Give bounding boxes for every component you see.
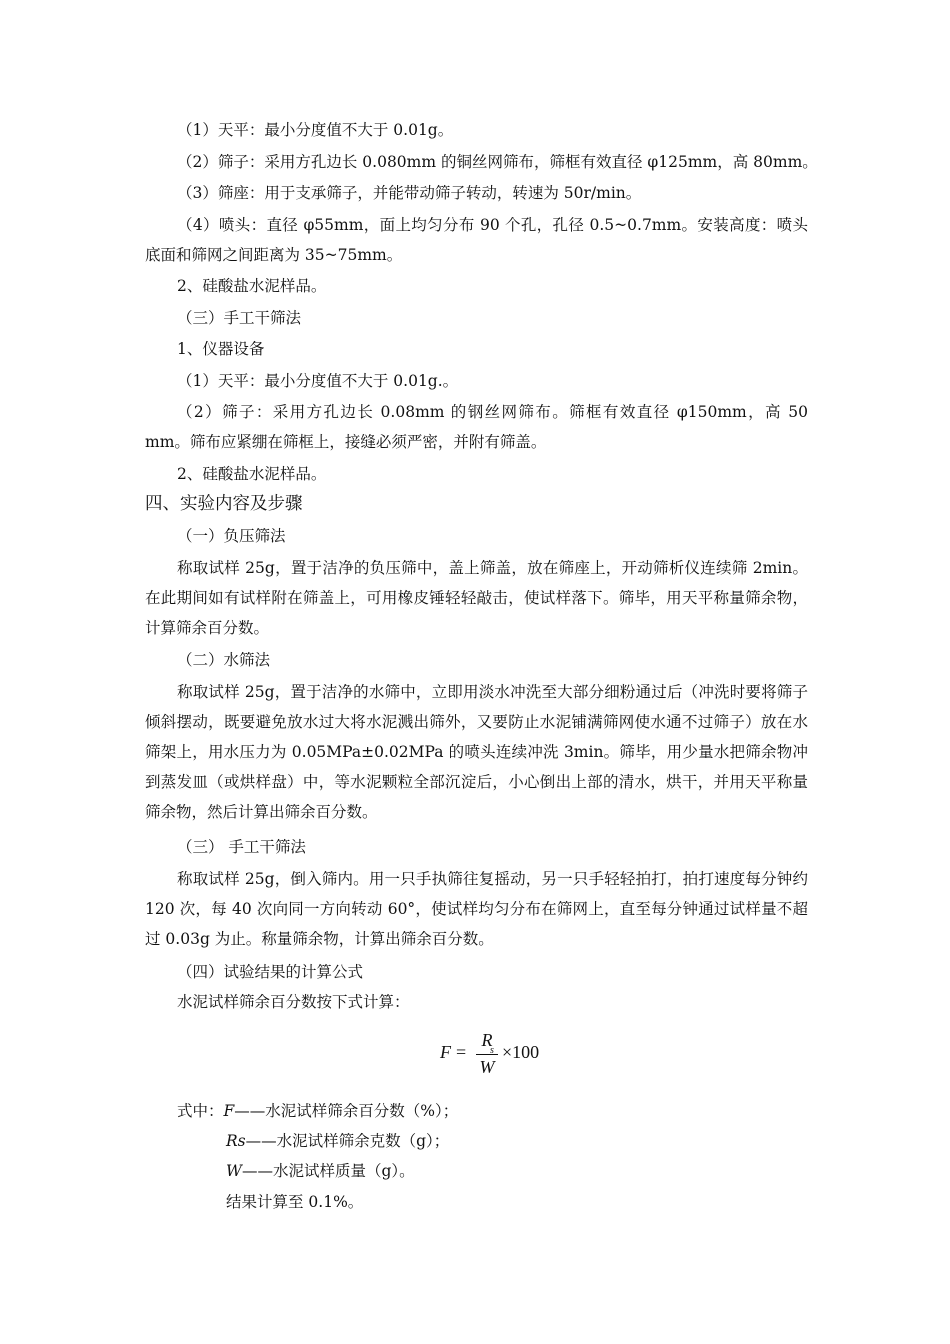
definition-w-text: ——水泥试样质量（g）。 <box>241 1162 415 1180</box>
formula-numerator: R <box>481 1030 493 1050</box>
symbol-f: F <box>223 1102 235 1120</box>
formula-intro: 水泥试样筛余百分数按下式计算： <box>177 993 410 1011</box>
symbol-rs: Rs <box>226 1132 246 1150</box>
formula-lhs: F <box>440 1042 451 1062</box>
item-cement-sample-1: 2、硅酸盐水泥样品。 <box>177 277 327 295</box>
heading-experiment-steps: 四、实验内容及步骤 <box>145 494 303 514</box>
paragraph-manual-dry-sieve: 称取试样 25g，倒入筛内。用一只手执筛往复摇动，另一只手轻轻拍打，拍打速度每分钟约 120 次，每 40 次向同一方向转动 60°，使试样均匀分布在筛网上，直至每分钟通过试样量不超过 0.03g 为止。称量筛余物，计算出筛余百分数。 <box>145 870 808 948</box>
definition-rs <box>226 1126 449 1156</box>
section-manual-dry-sieve: （三）手工干筛法 <box>177 309 302 327</box>
symbol-w: W <box>226 1162 242 1180</box>
item-sieve-1: （2）筛子：采用方孔边长 0.080mm 的铜丝网筛布，筛框有效直径 φ125mm，高 80mm。 <box>177 153 818 171</box>
section-water-sieve: （二）水筛法 <box>177 651 271 669</box>
definition-intro: 式中： <box>177 1102 224 1120</box>
definition-w <box>226 1156 415 1186</box>
item-sieve-2: （2）筛子：采用方孔边长 0.08mm 的钢丝网筛布。筛框有效直径 φ150mm，高 50 mm。筛布应紧绷在筛框上，接缝必须严密，并附有筛盖。 <box>145 403 808 451</box>
section-formula: （四）试验结果的计算公式 <box>177 963 364 981</box>
paragraph-negative-pressure: 称取试样 25g，置于洁净的负压筛中，盖上筛盖，放在筛座上，开动筛析仪连续筛 2min。在此期间如有试样附在筛盖上，可用橡皮锤轻轻敲击，使试样落下。筛毕，用天平称量筛余物，计算筛余百分数。 <box>145 559 808 637</box>
formula-equals: = <box>456 1042 467 1062</box>
fraction-bar <box>476 1054 498 1055</box>
formula-multiplier: ×100 <box>502 1042 540 1062</box>
paragraph-water-sieve: 称取试样 25g，置于洁净的水筛中，立即用淡水冲洗至大部分细粉通过后（冲洗时要将筛子倾斜摆动，既要避免放水过大将水泥溅出筛外，又要防止水泥铺满筛网使水通不过筛子）放在水筛架上，用水压力为 0.05MPa±0.02MPa 的喷头连续冲洗 3min。筛毕，用少量水把筛余物冲到蒸发皿（或烘样盘）中，等水泥颗粒全部沉淀后，小心倒出上部的清水，烘干，并用天平称量筛余物，然后计算出筛余百分数。 <box>145 683 808 821</box>
formula-subscript: s <box>490 1045 494 1056</box>
definition-rs-text: ——水泥试样筛余克数（g）； <box>245 1132 450 1150</box>
item-nozzle: （4）喷头：直径 φ55mm，面上均匀分布 90 个孔，孔径 0.5~0.7mm。安装高度：喷头底面和筛网之间距离为 35~75mm。 <box>145 216 808 264</box>
formula-denominator: W <box>479 1057 495 1077</box>
item-sieve-base: （3）筛座：用于支承筛子，并能带动筛子转动，转速为 50r/min。 <box>177 184 642 202</box>
section-negative-pressure: （一）负压筛法 <box>177 527 286 545</box>
section-manual-dry-sieve-2: （三） 手工干筛法 <box>177 838 306 856</box>
result-precision: 结果计算至 0.1%。 <box>226 1193 364 1211</box>
definition-f <box>177 1096 458 1126</box>
subsection-instruments: 1、仪器设备 <box>177 340 265 358</box>
definition-f-text: ——水泥试样筛余百分数（%）； <box>234 1102 459 1120</box>
item-balance-2: （1）天平：最小分度值不大于 0.01g.。 <box>177 372 459 390</box>
item-balance-1: （1）天平：最小分度值不大于 0.01g。 <box>177 121 454 139</box>
item-cement-sample-2: 2、硅酸盐水泥样品。 <box>177 465 327 483</box>
